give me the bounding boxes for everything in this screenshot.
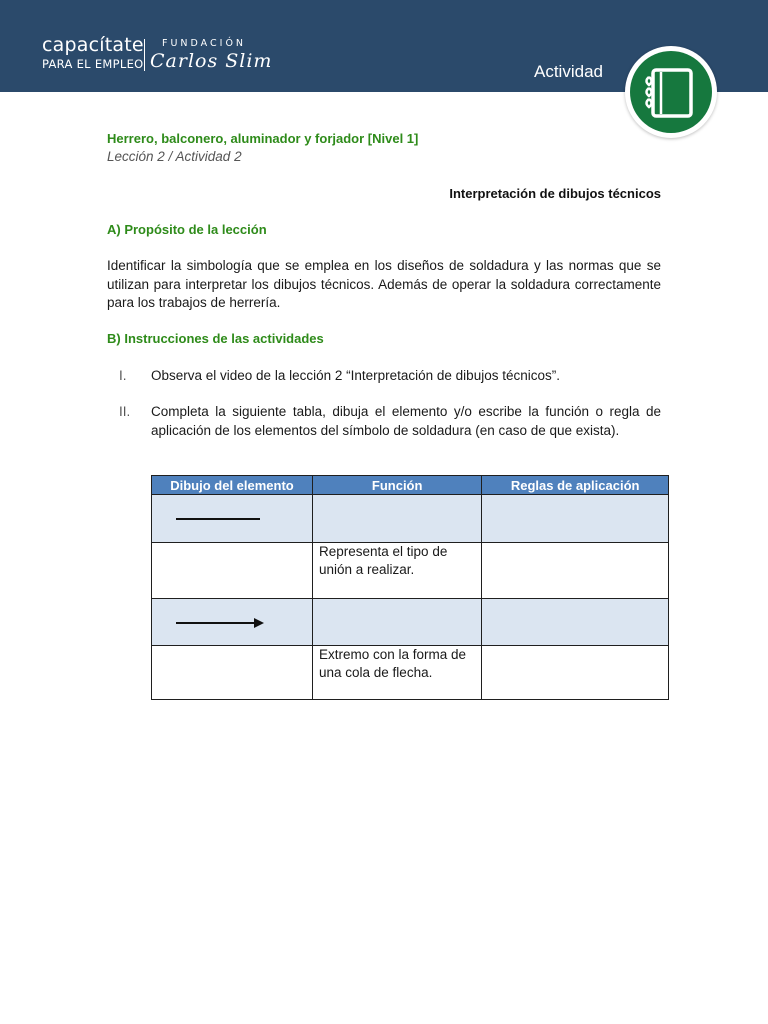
logo-divider xyxy=(144,39,145,71)
table-row xyxy=(152,599,669,646)
table-cell-rules[interactable] xyxy=(482,495,669,543)
instruction-number: II. xyxy=(119,404,131,419)
logo-sub-text: PARA EL EMPLEO xyxy=(42,57,144,71)
table-cell-drawing[interactable] xyxy=(152,495,313,543)
table-header-cell: Reglas de aplicación xyxy=(482,476,669,495)
notebook-icon xyxy=(625,46,717,138)
table-cell-rules[interactable] xyxy=(482,646,669,700)
logo-foundation-text: FUNDACIÓN xyxy=(162,38,247,49)
course-title: Herrero, balconero, aluminador y forjador [Nivel 1] xyxy=(107,131,419,146)
instruction-text: Completa la siguiente tabla, dibuja el elemento y/o escribe la función o regla de aplicación de los elementos del símbolo de soldadura (en caso de que exista). xyxy=(151,404,661,438)
table-cell-rules[interactable] xyxy=(482,543,669,599)
table-row xyxy=(152,646,669,700)
instruction-text: Observa el video de la lección 2 “Interpretación de dibujos técnicos”. xyxy=(151,368,560,383)
section-a-heading: A) Propósito de la lección xyxy=(107,222,267,237)
table-cell-drawing[interactable] xyxy=(152,543,313,599)
table-row xyxy=(152,543,669,599)
table-cell-function[interactable]: Extremo con la forma de una cola de flecha. xyxy=(313,646,482,700)
document-title: Interpretación de dibujos técnicos xyxy=(449,186,661,201)
line-icon xyxy=(158,495,306,541)
lesson-subtitle: Lección 2 / Actividad 2 xyxy=(107,149,242,164)
table-cell-rules[interactable] xyxy=(482,599,669,646)
table-header-cell: Función xyxy=(313,476,482,495)
logo-name-text: Carlos Slim xyxy=(150,50,273,72)
activity-label: Actividad xyxy=(534,62,603,81)
table-row xyxy=(152,495,669,543)
table-header-cell: Dibujo del elemento xyxy=(152,476,313,495)
instruction-number: I. xyxy=(119,368,127,383)
table-cell-function[interactable]: Representa el tipo de unión a realizar. xyxy=(313,543,482,599)
symbols-table xyxy=(151,475,669,700)
purpose-text: Identificar la simbología que se emplea en los diseños de soldadura y las normas que se utilizan para interpretar los dibujos técnicos. Además de operar la soldadura correctamente para los trabajos de herrería. xyxy=(107,258,661,310)
section-b-heading: B) Instrucciones de las actividades xyxy=(107,331,324,346)
logo-main-text: capacítate xyxy=(42,34,144,56)
table-cell-function[interactable] xyxy=(313,495,482,543)
table-cell-drawing[interactable] xyxy=(152,646,313,700)
table-cell-drawing[interactable] xyxy=(152,599,313,646)
table-header-row xyxy=(152,476,669,495)
activity-badge xyxy=(625,46,717,138)
table-cell-function[interactable] xyxy=(313,599,482,646)
arrow-icon xyxy=(158,599,306,644)
